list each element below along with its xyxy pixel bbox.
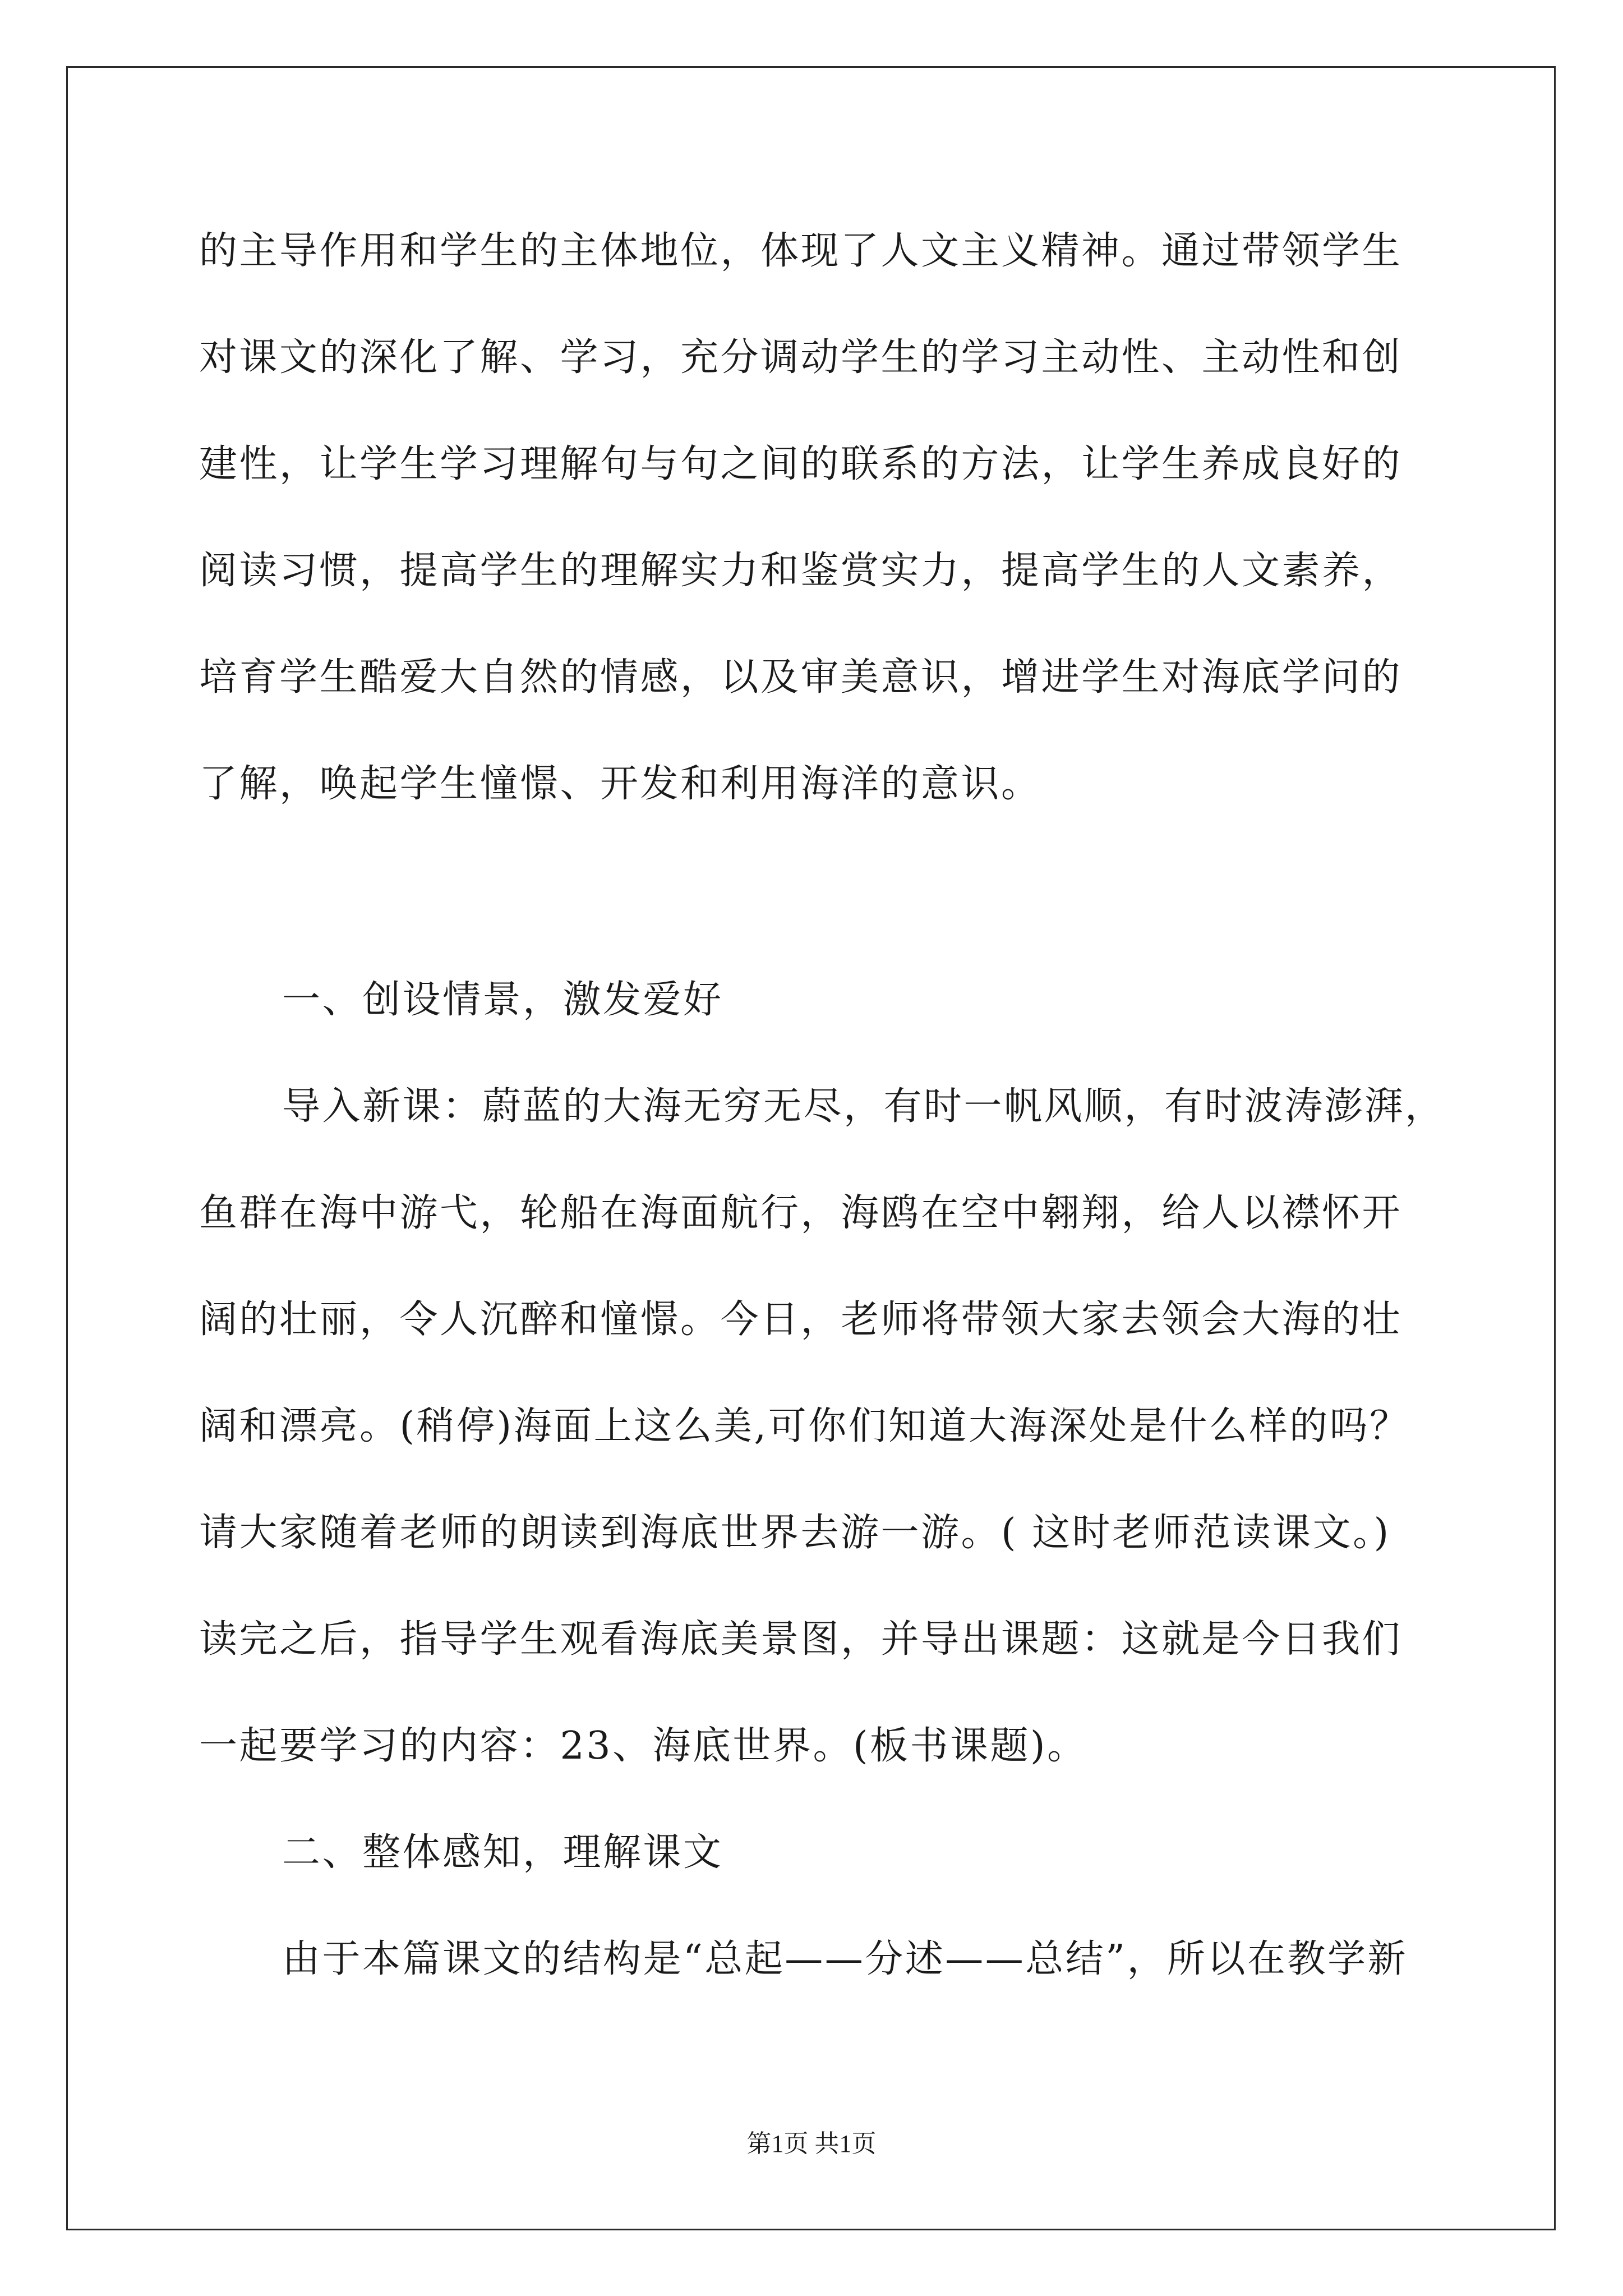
paragraph-line: 读完之后，指导学生观看海底美景图，并导出课题：这就是今日我们 (199, 1617, 1403, 1662)
page-border (66, 66, 1556, 2230)
paragraph-line: 阔和漂亮。(稍停)海面上这么美,可你们知道大海深处是什么样的吗？ (199, 1404, 1410, 1448)
paragraph-line: 培育学生酷爱大自然的情感，以及审美意识，增进学生对海底学问的 (199, 655, 1403, 700)
paragraph-line: 阅读习惯，提高学生的理解实力和鉴赏实力，提高学生的人文素养， (199, 549, 1403, 593)
paragraph-line: 一起要学习的内容：23、海底世界。(板书课题)。 (199, 1724, 1087, 1768)
paragraph-line: 请大家随着老师的朗读到海底世界去游一游。( 这时老师范读课文。) (199, 1511, 1391, 1555)
paragraph-line: 阔的壮丽，令人沉醉和憧憬。今日，老师将带领大家去领会大海的壮 (199, 1297, 1403, 1342)
paragraph-line: 建性，让学生学习理解句与句之间的联系的方法，让学生养成良好的 (199, 442, 1403, 486)
paragraph-line: 鱼群在海中游弋，轮船在海面航行，海鸥在空中翱翔，给人以襟怀开 (199, 1191, 1403, 1235)
page-number: 第1页 共1页 (746, 2130, 877, 2157)
paragraph-line: 导入新课：蔚蓝的大海无穷无尽，有时一帆风顺，有时波涛澎湃， (282, 1084, 1445, 1129)
section-heading-1: 一、创设情景，激发爱好 (282, 978, 723, 1022)
paragraph-line: 了解，唤起学生憧憬、开发和利用海洋的意识。 (199, 762, 1041, 806)
paragraph-line: 对课文的深化了解、学习，充分调动学生的学习主动性、主动性和创 (199, 335, 1403, 380)
paragraph-line: 由于本篇课文的结构是“总起——分述——总结”，所以在教学新 (282, 1937, 1408, 1981)
section-heading-2: 二、整体感知，理解课文 (282, 1830, 723, 1875)
paragraph-line: 的主导作用和学生的主体地位，体现了人文主义精神。通过带领学生 (199, 229, 1403, 273)
